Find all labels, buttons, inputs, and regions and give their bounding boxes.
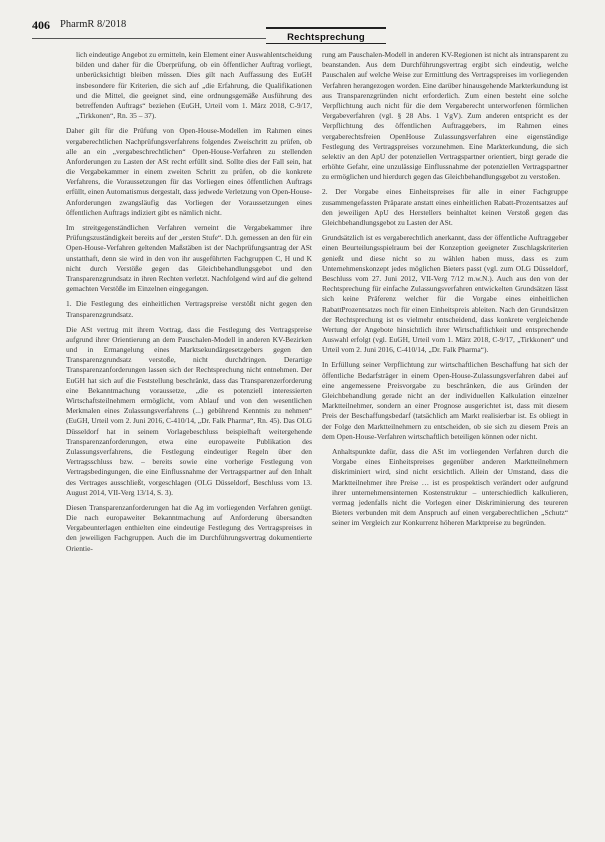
paragraph: 1. Die Festlegung des einheitlichen Vertragspreise verstößt nicht gegen den Transparenzgrundsatz.	[66, 299, 312, 319]
paragraph: Diesen Transparenzanforderungen hat die Ag im vorliegenden Verfahren genügt. Die nach europaweiter Bekanntmachung auf Anforderung übersandten Vergabeunterlagen enthielten eine eindeutige Festlegung des Vertragspreises in den jeweiligen Fachgruppen. Auch die im Durchführungsvertrag dokumentierte Orientie-	[66, 502, 312, 553]
paragraph: lich eindeutige Angebot zu ermitteln, kein Element einer Auswahlentscheidung bilden und daher für die Überprüfung, ob ein öffentlicher Auftrag vorliegt, unberücksichtigt bleiben müssen. Dies gilt nach Auffassung des EuGH insbesondere für Kriterien, die sich auf „die Erfahrung, die Qualifikationen und die Mittel, die geeignet sind, eine ordnungsgemäße Ausführung des betreffenden Auftrags“ beziehen (EuGH, Urteil vom 1. März 2018, C-9/17, „Tirkkonen“, Rn. 35 – 37).	[76, 50, 312, 121]
page-number: 406	[32, 18, 50, 32]
journal-reference: PharmR 8/2018	[60, 19, 127, 30]
paragraph: In Erfüllung seiner Verpflichtung zur wirtschaftlichen Beschaffung hat sich der öffentliche Bedarfsträger in einem Open-House-Zulassungsverfahren dabei auf eine angemessene Preisvorgabe zu beschränken, die aus Gründen der Gleichbehandlung gerade nicht an der individuellen Kalkulation einzelner Marktteilnehmer, sondern an einer Prognose ausgerichtet ist, dass mit diesem Preis der Beschaffungsbedarf (tatsächlich am Markt realisierbar ist. Es obliegt in der Folge den Marktteilnehmern zu entscheiden, ob sie sich zu diesem Preis an dem Open-House-Verfahren wirtschaftlich beteiligen können oder nicht.	[322, 360, 568, 441]
paragraph: rung am Pauschalen-Modell in anderen KV-Regionen ist nicht als intransparent zu beanstanden. Aus dem Durchführungsvertrag ergibt sich eindeutig, welche Pauschalen auf welche Weise zur Ermittlung des Vertragspreises im vorliegenden Verfahren herangezogen worden. Eine darüber hinausgehende Markterkundung ist aus Transparenzgründen nicht erforderlich. Zum einen besteht eine solche Verpflichtung auch nicht für die dem Vergaberecht unterworfenen förmlichen Vergabeverfahren (vgl. § 28 Abs. 1 VgV). Zum anderen entspricht es der Verpflichtung des öffentlichen Auftraggebers, im Rahmen eines vergaberechtsfreien OpenHouse Zulassungsverfahren eine eigenständige Festlegung des Vertragspreises vorzunehmen. Eine Markterkundung, die sich selektiv an den ApU der potenziellen Vertragspartner orientiert, birgt gerade die erhöhte Gefahr, eine unzulässige Einflussnahme der potenziellen Vertragspartner zu ermöglichen und hierdurch gegen das Gleichbehandlungsgebot zu verstoßen.	[322, 50, 568, 182]
paragraph: 2. Der Vorgabe eines Einheitspreises für alle in einer Fachgruppe zusammengefassten Präparate anstatt eines einheitlichen Rabatt-Prozentsatzes auf den jeweiligen ApU des Herstellers beinhaltet keinen Verstoß gegen das Gleichbehandlungsgebot zu Lasten der ASt.	[322, 187, 568, 227]
left-column	[66, 50, 312, 832]
paragraph: Grundsätzlich ist es vergaberechtlich anerkannt, dass der öffentliche Auftraggeber einen Beurteilungsspielraum bei der Konzeption geeigneter Zuschlagskriterien genießt und diese nicht so zu wählen haben muss, dass es zum Unternehmenskonzept jedes möglichen Bieters passt (vgl. zum OLG Düsseldorf, Beschluss vom 27. Juni 2012, VII-Verg 7/12 m.w.N.). Auch aus den von der Rechtsprechung für einfache Zulassungsverfahren entwickelten Grundsätzen lässt sich keine Präferenz welcher für die Vorgabe eines einheitlichen RabattProzentsatzes noch für einen Einheitspreis ableiten. Nach den Grundsätzen der Rechtsprechung ist es vielmehr entscheidend, dass konkrete vergleichende Wertung der Angebote hinsichtlich ihrer Wirtschaftlichkeit und entsprechende Auswahl erfolgt (vgl. EuGH, Urteil vom 1. März 2018, C-9/17, „Tirkkonen“ und Urteil vom 2. Juni 2016, C-410/14, „Dr. Falk Pharma“).	[322, 233, 568, 355]
right-column	[322, 50, 568, 832]
section-title: Rechtsprechung	[266, 27, 386, 44]
header-rule	[32, 38, 266, 39]
paragraph: Daher gilt für die Prüfung von Open-House-Modellen im Rahmen eines vergaberechtlichen Nachprüfungsverfahrens folgendes Zweischritt zu prüfen, ob alle an ein „vergabeschrechtlichen“ Open-House-Verfahren zu stellenden Anforderungen zu Lasten der ASt recht erfüllt sind. Sollte dies der Fall sein, hat die Vergabekammer in einem zweiten Schritt zu prüfen, ob die konkrete Verfahrens, die Voraussetzungen für das Vorliegen eines öffentlichen Auftrags erfüllt, einen Automatismus dergestalt, dass jedwede Verletzung von Open-House-Anforderungen zwangsläufig das Vorliegen der Voraussetzungen eines öffentlichen Auftrags indiziert gibt es nämlich nicht.	[66, 126, 312, 217]
paragraph: Im streitgegenständlichen Verfahren verneint die Vergabekammer ihre Prüfungszuständigkeit bereits auf der „ersten Stufe“. D.h. gemessen an den für ein Open-House-Verfahren geltenden Maßstäben ist der Nachprüfungsantrag der ASt unstatthaft, denn sie wird in den von ihr ausgeführten Fachgruppen C, H und K nicht durch Verstöße gegen das Gleichbehandlungsgebot und den Transparenzgrundsatz in ihren Rechten verletzt. Nachfolgend wird auf die geltend gemachten Verstöße im Einzelnen eingegangen.	[66, 223, 312, 294]
paragraph: Die ASt vertrug mit ihrem Vortrag, dass die Festlegung des Vertragspreise aufgrund ihrer Orientierung an dem Pauschalen-Modell in anderen KV-Bezirken und in Ermangelung eines Marktsekundärgesetzgebers gegen den Transparenzgrundsatz verstoße, nicht durchdringen. Derartige Transparenzanforderungen lassen sich der Rechtsprechung nicht entnehmen. Der EuGH hat sich auf die Feststellung beschränkt, dass das Transparenzerforderung eine Bekanntmachung voraussetze, „die es potenziell interessierten Wirtschaftsteilnehmern ermöglicht, vom Ablauf und von den wesentlichen Merkmalen eines Zulassungsverfahrens (...) gebührend Kenntnis zu nehmen“ (EuGH, Urteil vom 2. Juni 2016, C-410/14, „Dr. Falk Pharma“, Rn. 45). Das OLG Düsseldorf hat in seinem Vorlagebeschluss beispielhaft weitergehende Transparenzanforderungen, etwa eine europaweite Publikation des Zulassungsverfahrens, die Festlegung eindeutiger Regeln über den Vertragsschluss bzw. – bereits sowie eine vorherige Festlegung von Vertragsbedingungen, die eine Einflussnahme der Vertragspartner auf den Inhalt des Vertrages ausschließt, vorgeschlagen (OLG Düsseldorf, Beschluss vom 13. August 2014, VII-Verg 13/14, S. 3).	[66, 324, 312, 497]
paragraph: Anhaltspunkte dafür, dass die ASt im vorliegenden Verfahren durch die Vorgabe eines Einheitspreises gegenüber anderen Marktteilnehmern diskriminiert wird, sind nicht ersichtlich. Allein der Umstand, dass die Marktteilnehmer ihre Preise … ist es prospektisch verändert oder aufgrund ihrer unternehmensinternen Kostenstruktur – unterschiedlich kalkulieren, vermag jedenfalls nicht die Vorlegen einer Diskriminierung des teureren Bieters verbunden mit dem Anspruch auf einen vergaberechtlichen „Schutz“ seiner im Vergleich zur Konkurrenz höheren Marktpreise zu begründen.	[332, 446, 568, 528]
